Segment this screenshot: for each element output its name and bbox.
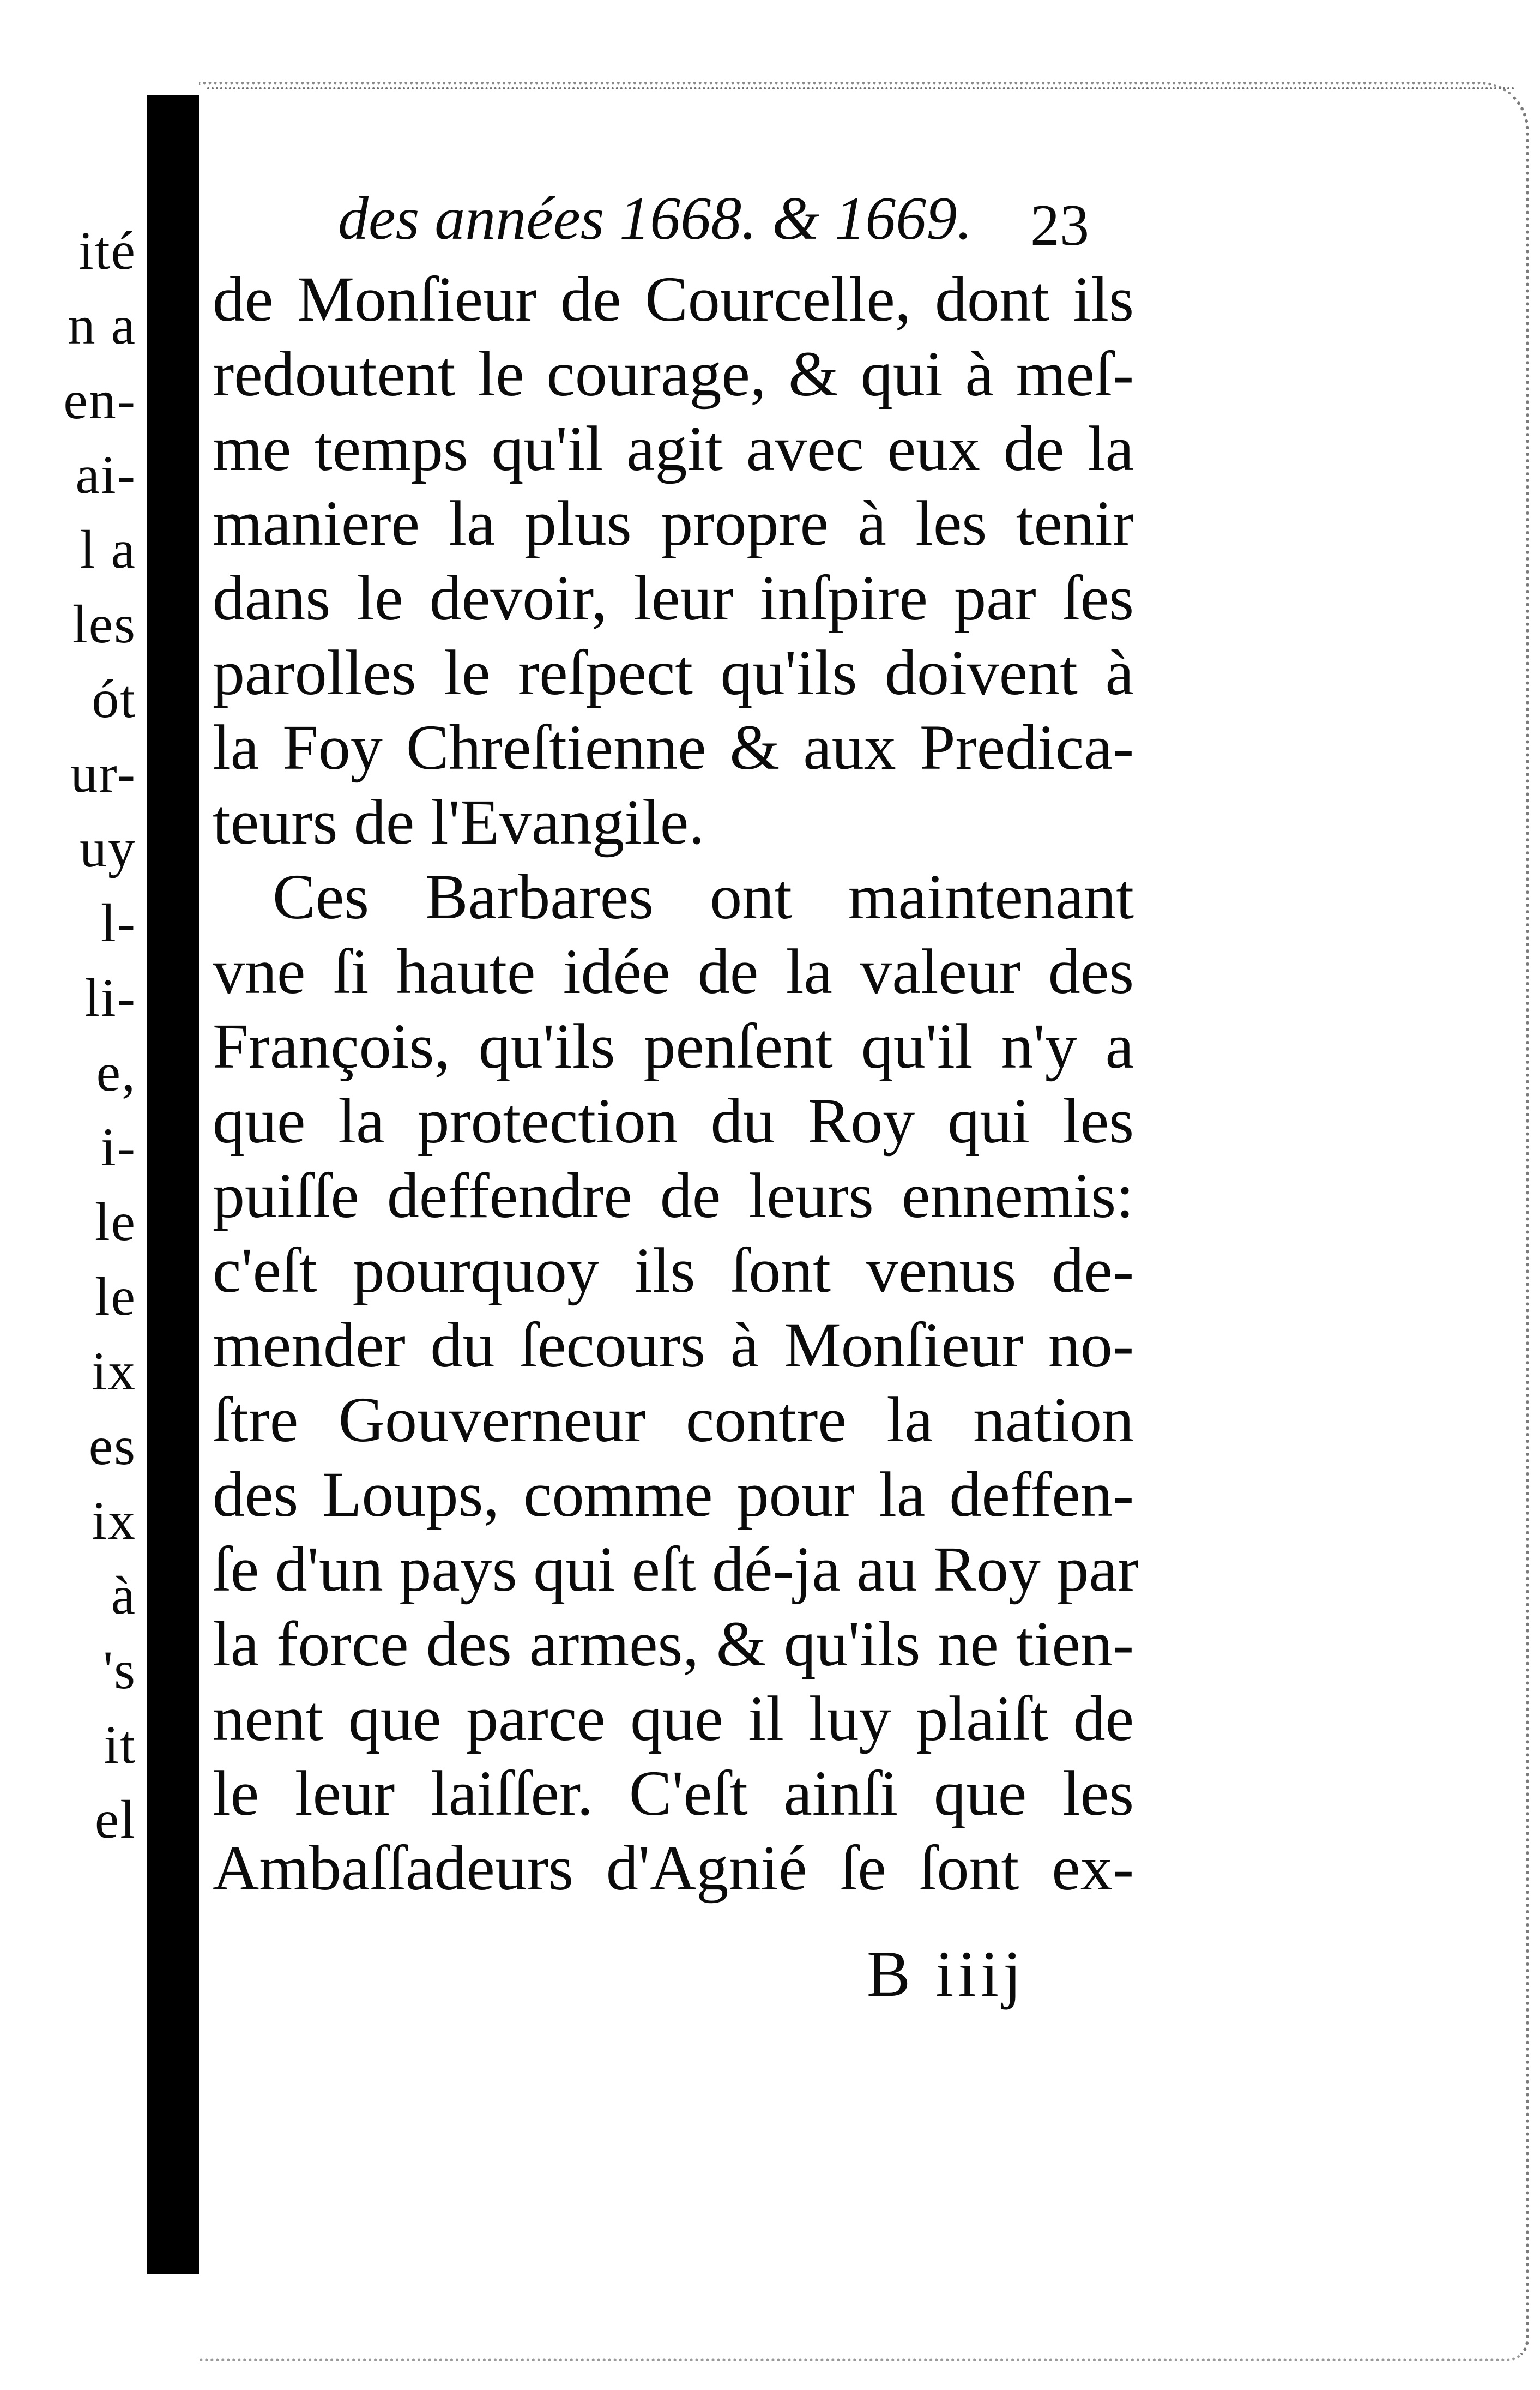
- facing-page-fragment-line: e,: [96, 1042, 136, 1103]
- text-line: nent que parce que il luy plaiſt de: [213, 1683, 1134, 1754]
- facing-page-fragment-line: l-: [100, 893, 136, 953]
- text-line: teurs de l'Evangile.: [213, 786, 705, 858]
- text-line: des Loups, comme pour la deffen-: [213, 1459, 1134, 1530]
- text-line: dans le devoir, leur inſpire par ſes: [213, 562, 1134, 634]
- facing-page-fragment-line: l a: [80, 519, 136, 580]
- text-line: puiſſe deffendre de leurs ennemis:: [213, 1160, 1134, 1231]
- facing-page-fragment-line: à: [111, 1565, 136, 1626]
- facing-page-fragment-line: ité: [78, 220, 136, 281]
- signature-mark: B iiij: [867, 1937, 1026, 2010]
- facing-page-fragment-line: 's: [103, 1640, 136, 1700]
- text-line: que la protection du Roy qui les: [213, 1085, 1134, 1157]
- running-head: des années 1668. & 1669.: [338, 185, 973, 252]
- facing-page-fragment-line: en-: [63, 370, 136, 430]
- facing-page-fragment-line: el: [94, 1789, 136, 1850]
- facing-page-fragment-line: le: [94, 1266, 136, 1327]
- text-line: le leur laiſſer. C'eſt ainſi que les: [213, 1757, 1134, 1829]
- facing-page-fragment-line: n a: [68, 295, 136, 356]
- text-line: de Monſieur de Courcelle, dont ils: [213, 263, 1134, 335]
- facing-page-fragment-line: ai-: [75, 444, 136, 505]
- facing-page-fragment-line: ix: [92, 1341, 136, 1401]
- text-line: François, qu'ils penſent qu'il n'y a: [213, 1010, 1134, 1082]
- facing-page-fragment-line: ur-: [70, 743, 136, 804]
- facing-page-fragment-line: ix: [92, 1490, 136, 1551]
- text-line: ſe d'un pays qui eſt dé-ja au Roy par: [213, 1533, 1139, 1605]
- text-line: Ambaſſadeurs d'Agnié ſe ſont ex-: [213, 1832, 1134, 1904]
- text-line: parolles le reſpect qu'ils doivent à: [213, 637, 1134, 708]
- facing-page-fragment-line: le: [94, 1191, 136, 1252]
- facing-page-fragment-line: uy: [80, 818, 136, 878]
- body-text: [213, 262, 1139, 1905]
- facing-page-fragment-line: it: [104, 1714, 136, 1775]
- text-line: vne ſi haute idée de la valeur des: [213, 936, 1134, 1007]
- text-line: me temps qu'il agit avec eux de la: [213, 413, 1134, 484]
- text-line: maniere la plus propre à les tenir: [213, 487, 1134, 559]
- facing-page-fragment-line: les: [72, 594, 136, 654]
- text-line: mender du ſecours à Monſieur no-: [213, 1309, 1134, 1381]
- text-line: Ces Barbares ont maintenant: [273, 861, 1134, 932]
- text-line: la Foy Chreſtienne & aux Predica-: [213, 712, 1134, 783]
- facing-page-fragment-line: i-: [100, 1117, 136, 1177]
- facing-page-fragment-line: es: [88, 1416, 136, 1476]
- book-gutter-shadow: [147, 95, 199, 2274]
- text-line: c'eſt pourquoy ils ſont venus de-: [213, 1235, 1134, 1306]
- page-top-edge-specks: [207, 87, 1515, 106]
- facing-page-fragment-line: ót: [92, 669, 136, 729]
- facing-page-fragment-line: li-: [84, 967, 136, 1028]
- page-number: 23: [1030, 193, 1089, 258]
- facing-page-fragment: [0, 218, 136, 2018]
- text-line: la force des armes, & qu'ils ne tien-: [213, 1608, 1134, 1679]
- text-line: redoutent le courage, & qui à meſ-: [213, 338, 1134, 410]
- text-line: ſtre Gouverneur contre la nation: [213, 1384, 1134, 1455]
